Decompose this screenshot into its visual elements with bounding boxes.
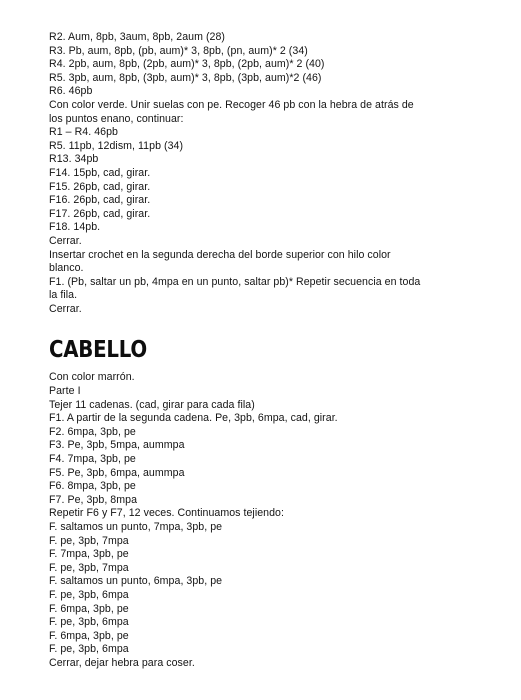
pattern-line: F7. Pe, 3pb, 8mpa (49, 493, 138, 506)
pattern-line: Cerrar. (49, 302, 82, 315)
pattern-line: R6. 46pb (49, 85, 93, 98)
pattern-line: F. 6mpa, 3pb, pe (49, 629, 129, 642)
pattern-line: F15. 26pb, cad, girar. (49, 180, 151, 193)
pattern-line: F. pe, 3pb, 6mpa (49, 588, 129, 601)
pattern-line: Cerrar. (49, 234, 82, 247)
pattern-line: R5. 3pb, aum, 8pb, (3pb, aum)* 3, 8pb, (3pb, aum)*2 (46) (49, 71, 322, 84)
pattern-line: F4. 7mpa, 3pb, pe (49, 453, 136, 466)
pattern-line: F1. (Pb, saltar un pb, 4mpa en un punto, saltar pb)* Repetir secuencia en toda (49, 275, 421, 288)
pattern-line: Cerrar, dejar hebra para coser. (49, 656, 195, 669)
pattern-line: F6. 8mpa, 3pb, pe (49, 480, 136, 493)
pattern-line: F5. Pe, 3pb, 6mpa, aummpa (49, 466, 185, 479)
pattern-line: F. pe, 3pb, 7mpa (49, 561, 129, 574)
pattern-line: R1 – R4. 46pb (49, 126, 118, 139)
pattern-line: F. pe, 3pb, 6mpa (49, 643, 129, 656)
pattern-line: R4. 2pb, aum, 8pb, (2pb, aum)* 3, 8pb, (2pb, aum)* 2 (40) (49, 58, 325, 71)
pattern-line: F. pe, 3pb, 6mpa (49, 616, 129, 629)
pattern-line: R5. 11pb, 12dism, 11pb (34) (49, 139, 184, 152)
pattern-line: F1. A partir de la segunda cadena. Pe, 3pb, 6mpa, cad, girar. (49, 412, 338, 425)
section-title-cabello: CABELLO (49, 337, 147, 364)
pattern-line: F. pe, 3pb, 7mpa (49, 534, 129, 547)
pattern-line: Repetir F6 y F7, 12 veces. Continuamos tejiendo: (49, 507, 284, 520)
document-page (49, 31, 479, 671)
section-spacer (49, 316, 479, 337)
pattern-line: R3. Pb, aum, 8pb, (pb, aum)* 3, 8pb, (pn, aum)* 2 (34) (49, 44, 308, 57)
pattern-line: Parte I (49, 385, 81, 398)
pattern-top-block (49, 31, 479, 316)
pattern-line: los puntos enano, continuar: (49, 112, 184, 125)
pattern-line: Con color verde. Unir suelas con pe. Recoger 46 pb con la hebra de atrás de (49, 98, 414, 111)
pattern-line: R13. 34pb (49, 153, 99, 166)
pattern-line: Insertar crochet en la segunda derecha del borde superior con hilo color (49, 248, 391, 261)
pattern-line: F14. 15pb, cad, girar. (49, 166, 151, 179)
pattern-line: Tejer 11 cadenas. (cad, girar para cada fila) (49, 398, 255, 411)
pattern-line: F17. 26pb, cad, girar. (49, 207, 151, 220)
pattern-line: F. saltamos un punto, 6mpa, 3pb, pe (49, 575, 223, 588)
pattern-line: blanco. (49, 262, 84, 275)
pattern-line: F. saltamos un punto, 7mpa, 3pb, pe (49, 521, 223, 533)
pattern-line: F18. 14pb. (49, 221, 101, 234)
pattern-line: F. 6mpa, 3pb, pe (49, 602, 129, 615)
pattern-cabello-block (49, 371, 479, 670)
pattern-line: la fila. (49, 289, 78, 302)
pattern-line: F16. 26pb, cad, girar. (49, 194, 151, 207)
pattern-line: F2. 6mpa, 3pb, pe (49, 425, 136, 438)
pattern-line: F. 7mpa, 3pb, pe (49, 548, 129, 561)
pattern-line: Con color marrón. (49, 371, 135, 384)
pattern-line: R2. Aum, 8pb, 3aum, 8pb, 2aum (28) (49, 31, 226, 43)
pattern-line: F3. Pe, 3pb, 5mpa, aummpa (49, 439, 185, 452)
